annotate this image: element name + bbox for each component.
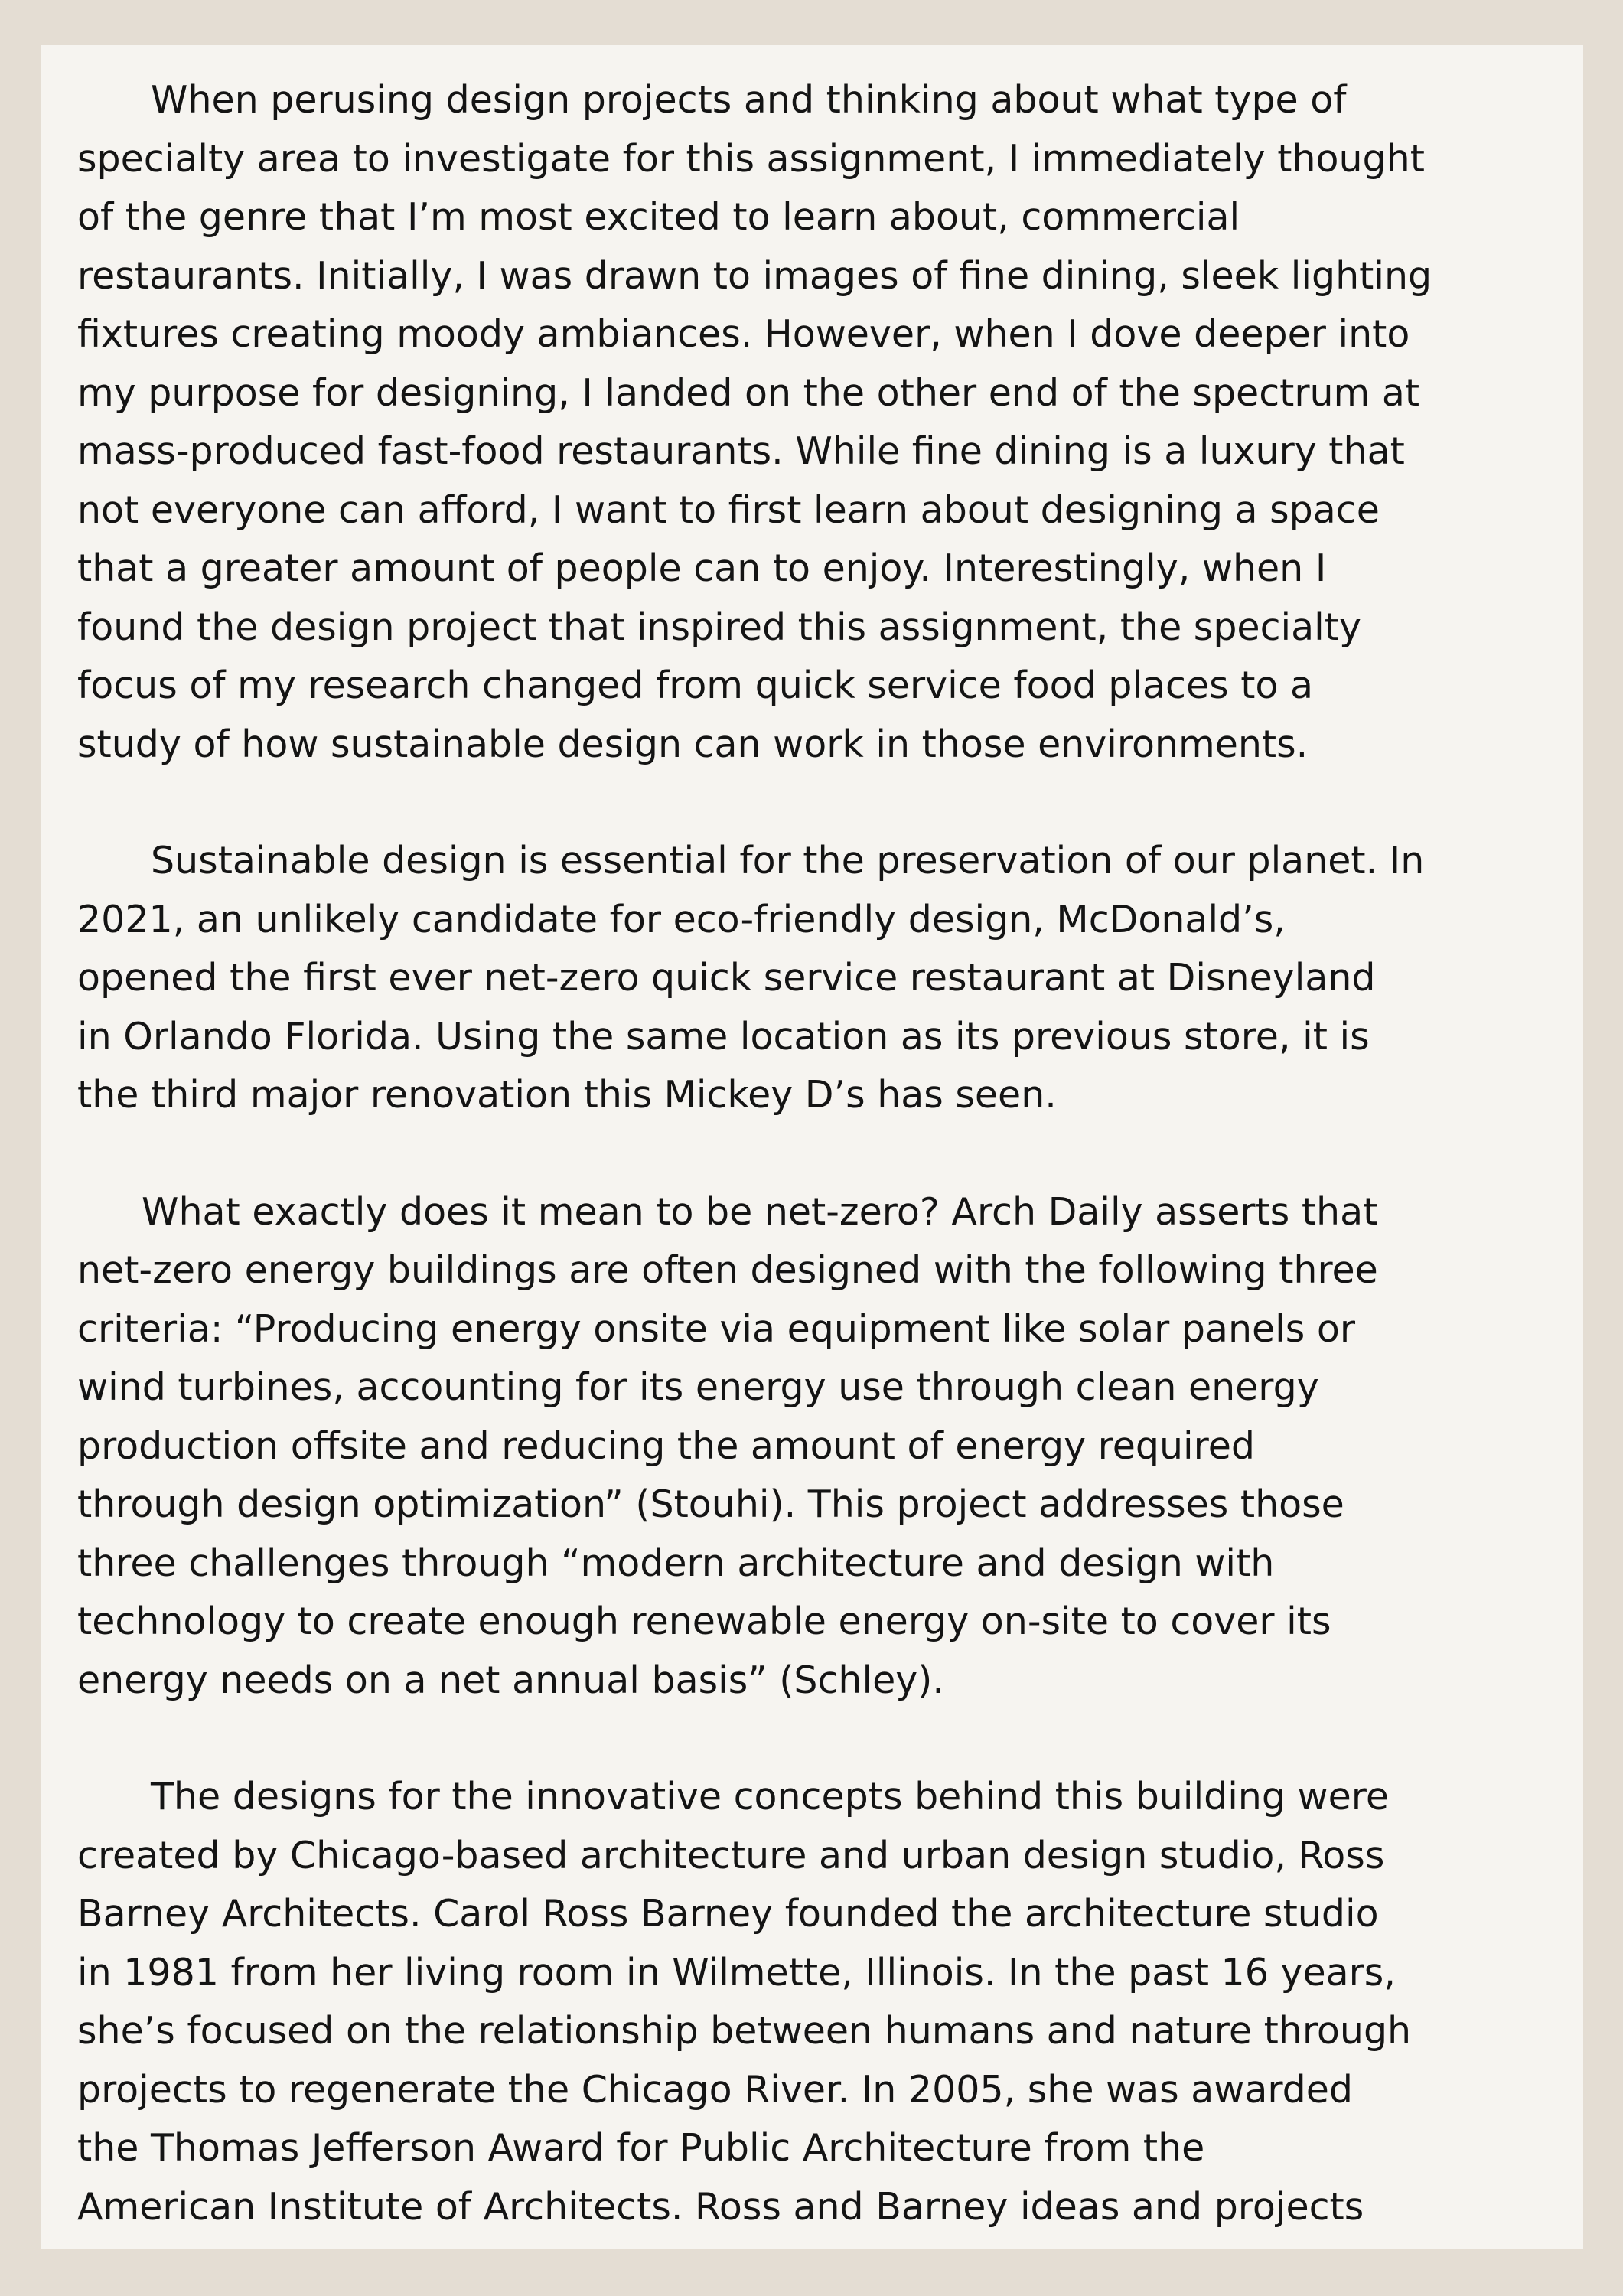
- text-line: focus of my research changed from quick service food places to a: [77, 664, 1313, 707]
- text-line: the Thomas Jefferson Award for Public Architecture from the: [77, 2126, 1205, 2170]
- text-line: net-zero energy buildings are often designed with the following three: [77, 1248, 1378, 1292]
- text-line: in Orlando Florida. Using the same location as its previous store, it is: [77, 1014, 1370, 1058]
- text-line: of the genre that I’m most excited to learn about, commercial: [77, 195, 1240, 239]
- document-page: [41, 45, 1583, 2249]
- text-line: wind turbines, accounting for its energy use through clean energy: [77, 1365, 1319, 1409]
- text-line: study of how sustainable design can work in those environments.: [77, 722, 1309, 766]
- paragraph-3: [77, 1183, 1546, 1711]
- text-line: created by Chicago-based architecture and urban design studio, Ross: [77, 1833, 1385, 1877]
- text-line: the third major renovation this Mickey D’s has seen.: [77, 1073, 1057, 1117]
- text-line: restaurants. Initially, I was drawn to images of fine dining, sleek lighting: [77, 253, 1432, 298]
- text-line: mass-produced fast-food restaurants. While fine dining is a luxury that: [77, 429, 1405, 473]
- text-line: The designs for the innovative concepts behind this building were: [151, 1775, 1389, 1818]
- text-line: Sustainable design is essential for the preservation of our planet. In: [151, 839, 1425, 882]
- text-line: technology to create enough renewable energy on-site to cover its: [77, 1600, 1331, 1643]
- text-line: in 1981 from her living room in Wilmette, Illinois. In the past 16 years,: [77, 1950, 1396, 1994]
- paragraph-2: [77, 832, 1546, 1125]
- text-line: specialty area to investigate for this assignment, I immediately thought: [77, 136, 1425, 181]
- text-line: three challenges through “modern architecture and design with: [77, 1541, 1275, 1585]
- text-line: production offsite and reducing the amount of energy required: [77, 1424, 1255, 1468]
- text-line: found the design project that inspired this assignment, the specialty: [77, 605, 1361, 649]
- text-line: she’s focused on the relationship between humans and nature through: [77, 2009, 1412, 2053]
- text-line: criteria: “Producing energy onsite via equipment like solar panels or: [77, 1306, 1355, 1351]
- text-line: my purpose for designing, I landed on the other end of the spectrum at: [77, 370, 1420, 415]
- text-line: fixtures creating moody ambiances. However, when I dove deeper into: [77, 312, 1410, 356]
- text-line: not everyone can afford, I want to first learn about designing a space: [77, 488, 1380, 532]
- text-line: American Institute of Architects. Ross and Barney ideas and projects: [77, 2184, 1364, 2229]
- paragraph-4: [77, 1768, 1546, 2236]
- text-line: opened the first ever net-zero quick service restaurant at Disneyland: [77, 956, 1376, 1000]
- paragraph-1: [77, 71, 1546, 774]
- text-line: Barney Architects. Carol Ross Barney founded the architecture studio: [77, 1892, 1379, 1936]
- text-line: energy needs on a net annual basis” (Schley).: [77, 1658, 944, 1702]
- text-line: What exactly does it mean to be net-zero? Arch Daily asserts that: [142, 1189, 1378, 1234]
- text-line: 2021, an unlikely candidate for eco-friendly design, McDonald’s,: [77, 897, 1286, 941]
- text-line: that a greater amount of people can to enjoy. Interestingly, when I: [77, 546, 1327, 590]
- text-line: When perusing design projects and thinking about what type of: [151, 78, 1347, 122]
- text-line: through design optimization” (Stouhi). This project addresses those: [77, 1482, 1344, 1526]
- text-line: projects to regenerate the Chicago River. In 2005, she was awarded: [77, 2067, 1354, 2112]
- document-body: [77, 71, 1546, 2236]
